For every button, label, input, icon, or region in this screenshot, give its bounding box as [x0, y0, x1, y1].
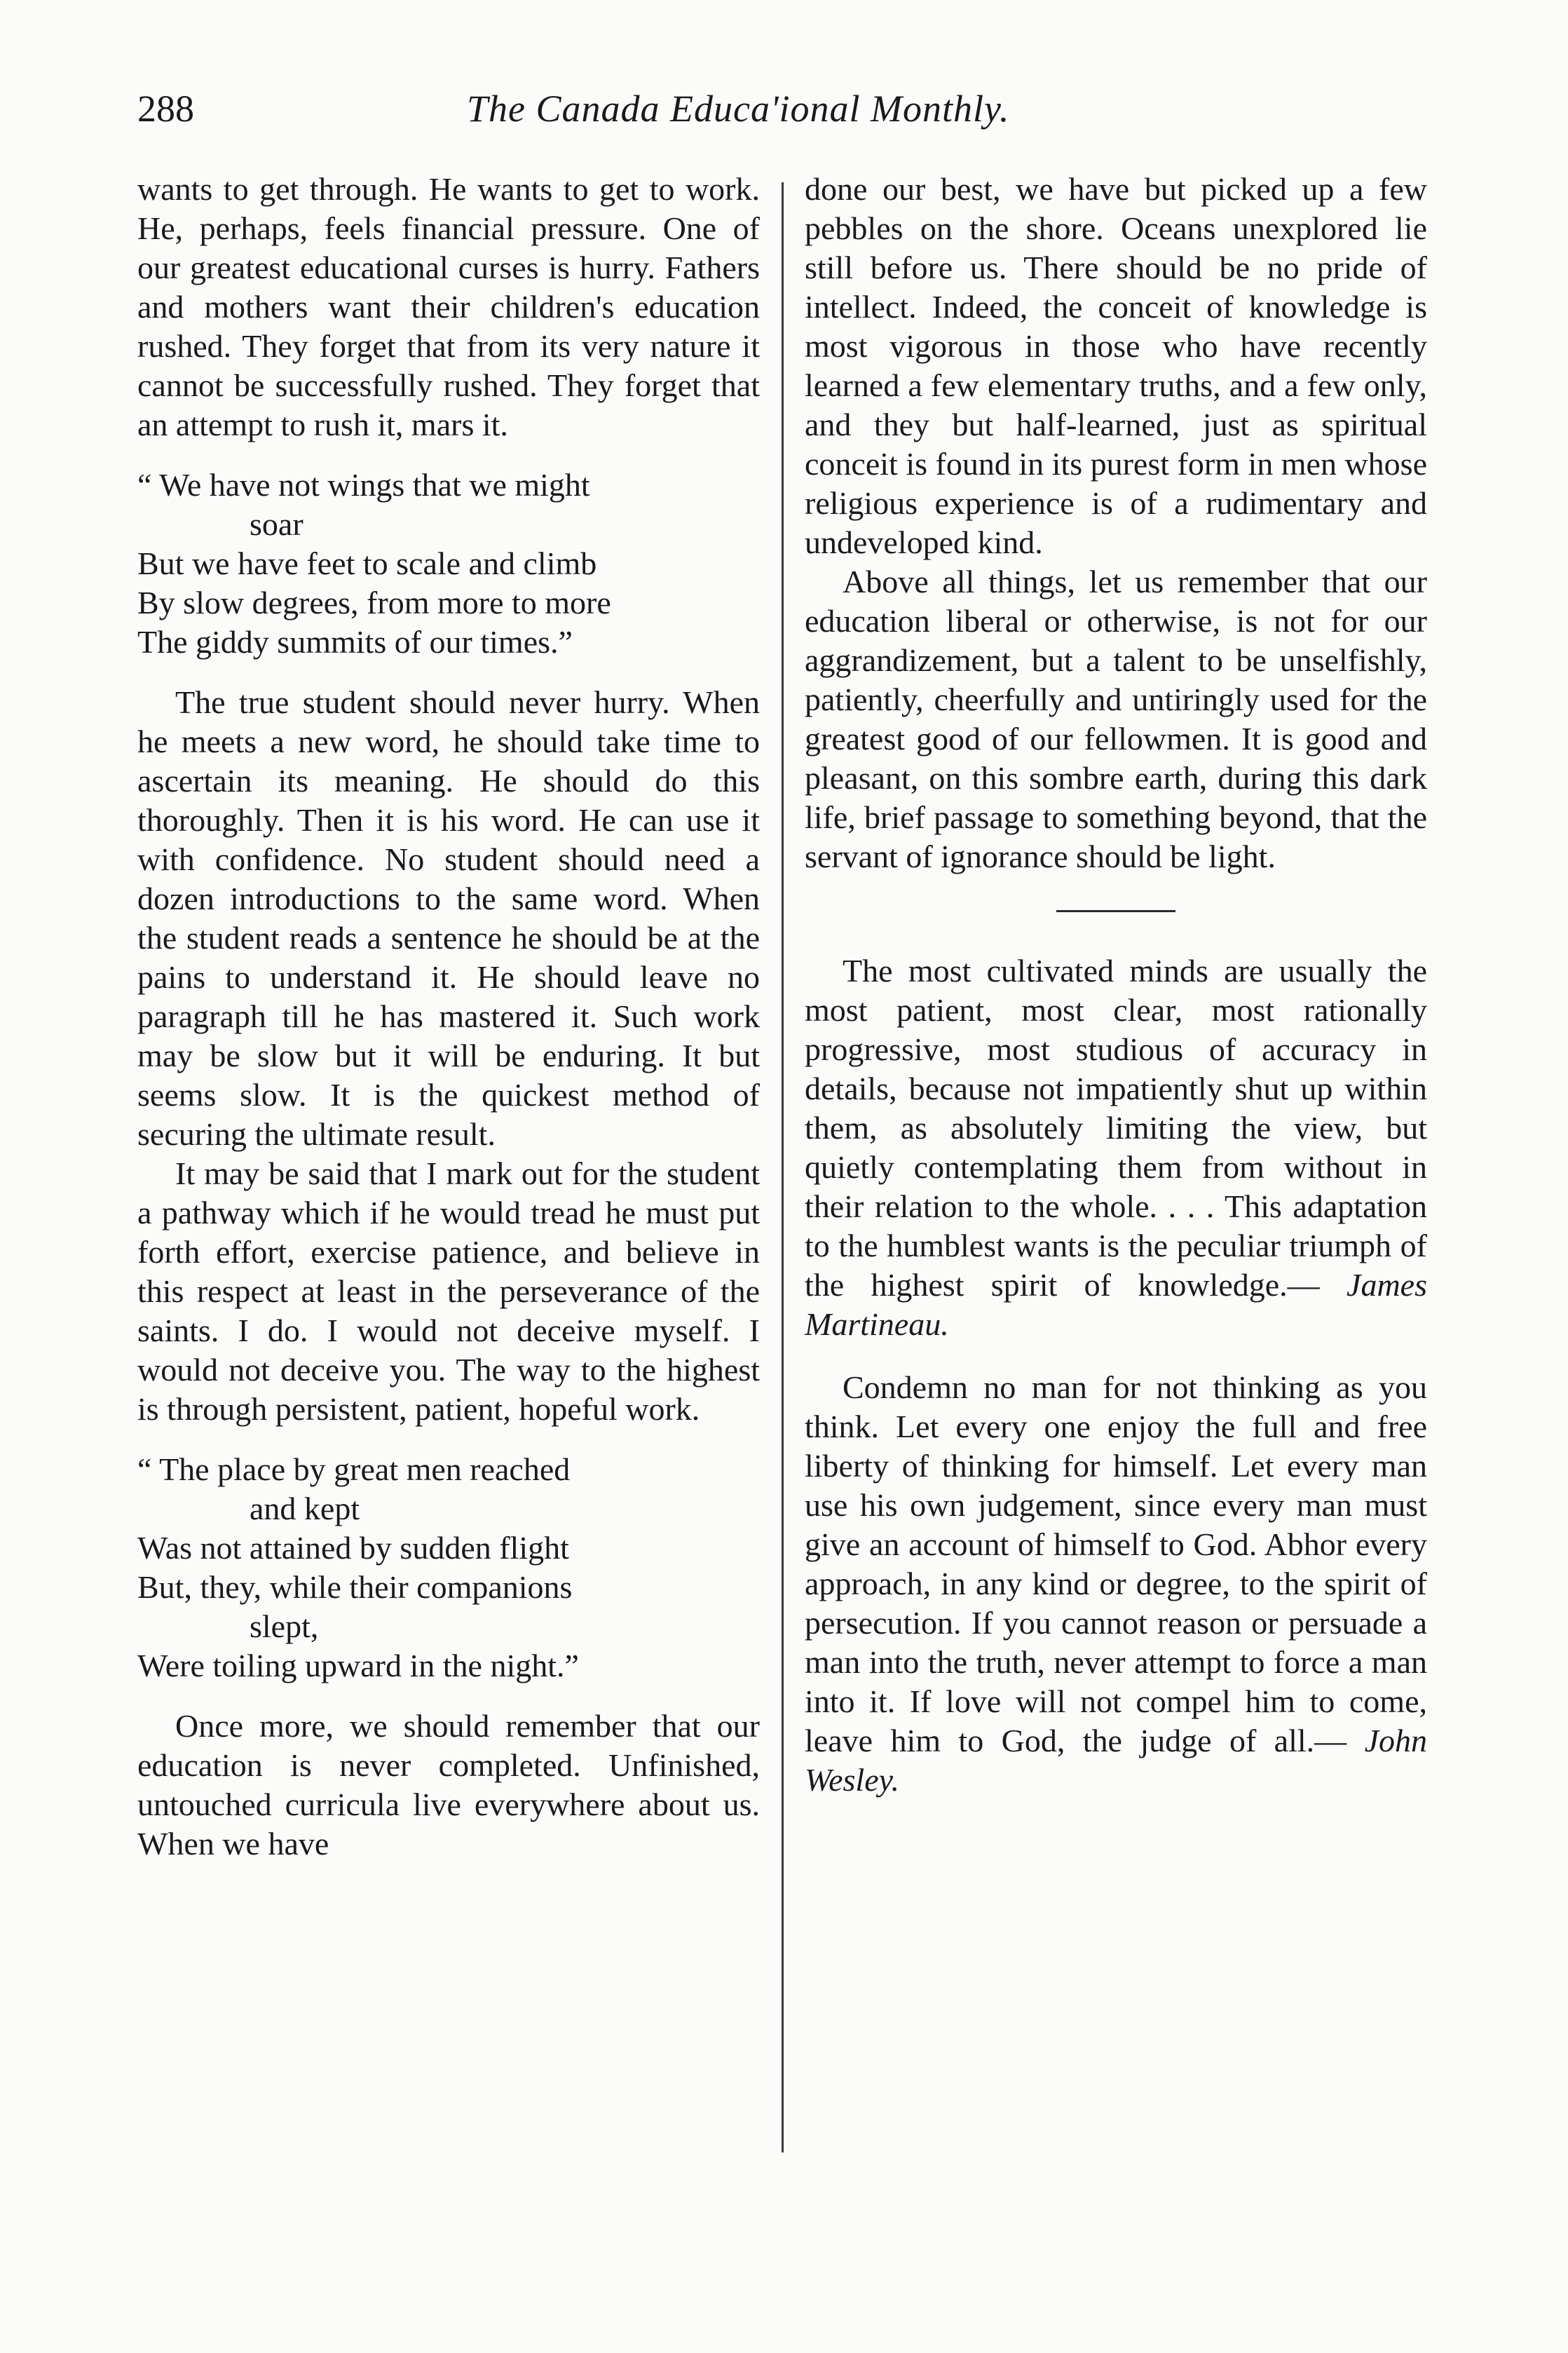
quotation-author: John Wesley. — [805, 1723, 1427, 1798]
section-separator — [1056, 910, 1175, 912]
poem-line: Were toiling upward in the night.” — [137, 1648, 579, 1683]
paragraph: It may be said that I mark out for the student a pathway which if he would tread he must put forth effort, exercise patience, and believe in this respect at least in the perseverance of the saints. I do. I would not deceive myself. I would not deceive you. The way to the highest is through persistent, patient, hopeful work. — [137, 1155, 760, 1427]
quotation — [805, 951, 1427, 1344]
page-header — [137, 84, 1385, 147]
column-divider — [782, 182, 784, 2152]
poem-line: “ We have not wings that we might — [137, 467, 590, 503]
paragraph: done our best, we have but picked up a few pebbles on the shore. Oceans unexplored lie still before us. There should be no pride of intellect. Indeed, the conceit of knowledge is most vigorous in those who have recently learned a few elementary truths, and a few only, and they but half-learned, just as spiritual conceit is found in its purest form in men whose religious experience is of a rudimentary and undeveloped kind. — [805, 171, 1427, 560]
poem-line: By slow degrees, from more to more — [137, 585, 611, 621]
paragraph: Once more, we should remember that our education is never completed. Unfinished, untouched curricula live everywhere about us. When we have — [137, 1708, 760, 1862]
quotation-author: James Martineau. — [805, 1267, 1428, 1342]
left-column — [137, 170, 760, 1864]
poem-line-continuation: soar — [250, 506, 304, 542]
poem-line: But, they, while their companions — [137, 1569, 573, 1605]
paragraph: The true student should never hurry. When he meets a new word, he should take time to ascertain its meaning. He should do this thoroughly. Then it is his word. He can use it with confidence. No student should need a dozen introductions to the same word. When the student reads a sentence he should be at the pains to understand it. He should leave no paragraph till he has mastered it. Such work may be slow but it will be enduring. It but seems slow. It is the quickest method of securing the ultimate result. — [137, 684, 760, 1152]
poem-stanza — [137, 1450, 760, 1686]
quotation-text: The most cultivated minds are usually the most patient, most clear, most rationally progressive, most studious of accuracy in details, because not impatiently shut up within them, as absolutely limiting the view, but quietly contemplating them from without in their relation to the whole. . . . This adaptation to the humblest wants is the peculiar triumph of the highest spirit of knowledge.— — [805, 953, 1427, 1303]
running-title: The Canada Educa'ional Monthly. — [467, 88, 1010, 130]
poem-stanza — [137, 466, 760, 662]
quotation-text: Condemn no man for not thinking as you think. Let every one enjoy the full and free liberty of thinking for himself. Let every man use his own judgement, since every man must give an account of himself to God. Abhor every approach, in any kind or degree, to the spirit of persecution. If you cannot reason or persuade a man into the truth, never attempt to force a man into it. If love will not compel him to come, leave him to God, the judge of all.— — [805, 1369, 1427, 1758]
right-column — [805, 170, 1427, 1800]
quotation — [805, 1368, 1427, 1800]
poem-line: The giddy summits of our times.” — [137, 624, 573, 660]
poem-line-continuation: and kept — [250, 1491, 360, 1526]
poem-line: “ The place by great men reached — [137, 1451, 571, 1487]
poem-line: But we have feet to scale and climb — [137, 545, 597, 581]
poem-line-continuation: slept, — [250, 1608, 319, 1644]
paragraph: Above all things, let us remember that our education liberal or otherwise, is not for our aggrandizement, but a talent to be unselfishly, patiently, cheerfully and untiringly used for the greatest good of our fellowmen. It is good and pleasant, on this sombre earth, during this dark life, brief passage to something beyond, that the servant of ignorance should be light. — [805, 564, 1427, 874]
poem-line: Was not attained by sudden flight — [137, 1530, 569, 1566]
paragraph: wants to get through. He wants to get to work. He, perhaps, feels financial pressure. One of our greatest educational curses is hurry. Fathers and mothers want their children's education rushed. They forget that from its very nature it cannot be successfully rushed. They forget that an attempt to rush it, mars it. — [137, 171, 760, 442]
page-number: 288 — [137, 88, 194, 130]
